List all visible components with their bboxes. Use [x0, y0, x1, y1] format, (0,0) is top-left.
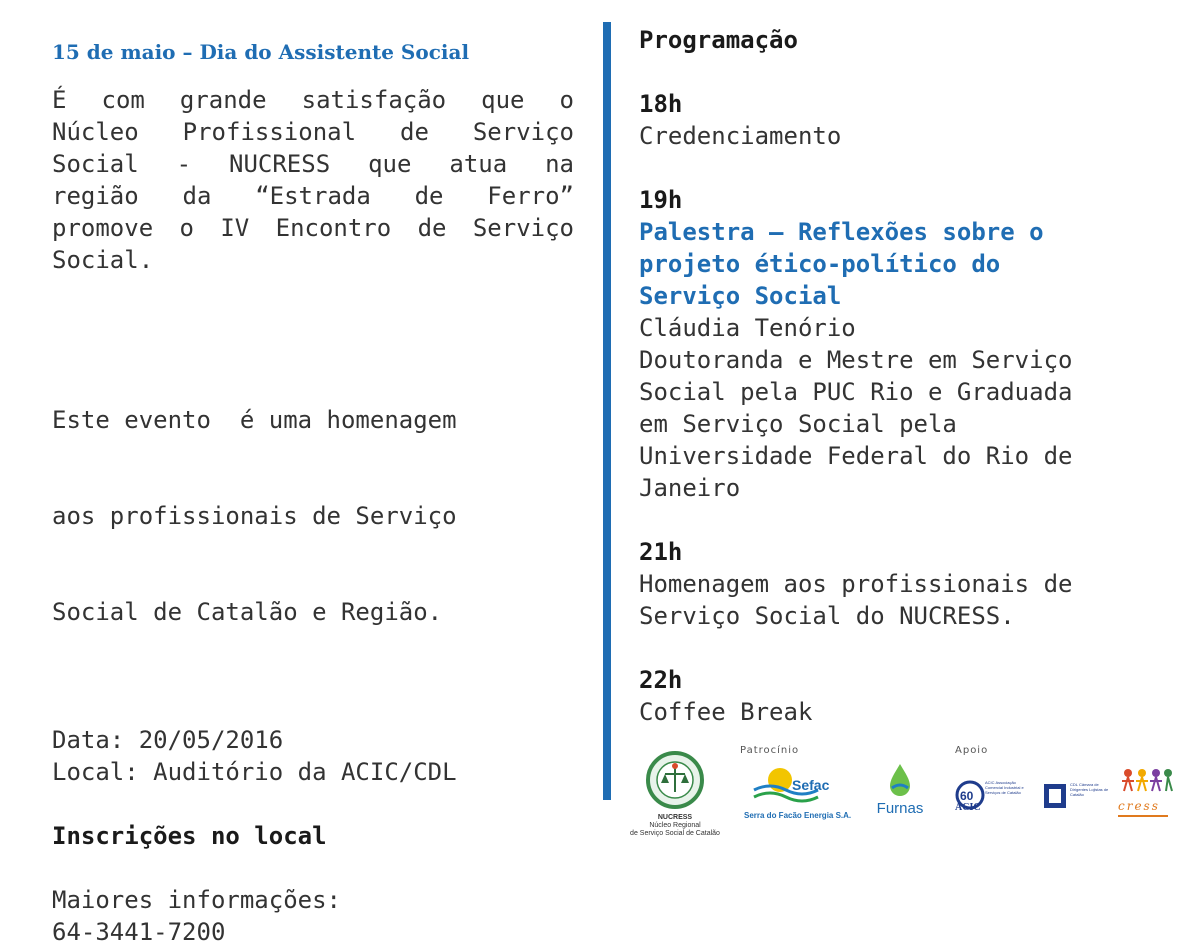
cress-underline — [1118, 815, 1168, 817]
schedule-line: Coffee Break — [639, 698, 813, 726]
cdl-emblem-icon — [1042, 782, 1068, 810]
lecture-title-line: projeto ético-político do — [639, 250, 1001, 278]
vertical-divider — [603, 22, 611, 800]
registration-note: Inscrições no local — [52, 822, 327, 850]
schedule-time: 22h — [639, 666, 683, 694]
nucress-seal-icon — [620, 750, 730, 810]
schedule-line: Homenagem aos profissionais de — [639, 570, 1073, 598]
furnas-drop-icon — [870, 762, 930, 796]
cress-logo — [1118, 765, 1178, 825]
cdl-logo — [1042, 782, 1117, 822]
lecture-title-line: Palestra – Reflexões sobre o — [639, 218, 1044, 246]
nucress-name: NUCRESS — [657, 814, 693, 821]
schedule-line: em Serviço Social pela — [639, 410, 957, 438]
info-phone: 64-3441-7200 — [52, 918, 226, 946]
sefac-name-text: Sefac — [792, 777, 830, 793]
event-details — [52, 724, 574, 788]
svg-text:60: 60 — [960, 789, 974, 803]
event-date: Data: 20/05/2016 — [52, 726, 284, 754]
schedule-line: Social pela PUC Rio e Graduada — [639, 378, 1073, 406]
cress-figures-icon — [1118, 765, 1174, 795]
acic-desc: ACIC Associação Comercial Industrial e Serviços de Catalão — [985, 780, 1024, 795]
sefac-sun-icon — [740, 762, 855, 807]
intro-paragraph — [52, 84, 574, 276]
schedule-line: Janeiro — [639, 474, 741, 502]
sefac-logo — [740, 762, 855, 822]
nucress-logo — [620, 750, 730, 850]
nucress-sub1: Núcleo Regional — [649, 822, 701, 829]
patrocinio-label: Patrocínio — [740, 745, 800, 756]
apoio-label: Apoio — [955, 745, 989, 756]
tribute-line: aos profissionais de Serviço — [52, 502, 457, 530]
schedule-time: 18h — [639, 90, 683, 118]
cdl-desc: CDL Câmara de Dirigentes Lojistas de Catalão — [1070, 782, 1109, 797]
intro-line: promove o IV Encontro de Serviço — [52, 214, 574, 242]
tribute-line: Social de Catalão e Região. — [52, 598, 443, 626]
furnas-logo — [870, 762, 935, 822]
acic-name: ACIC — [955, 802, 981, 813]
date-heading: 15 de maio – Dia do Assistente Social — [52, 40, 470, 64]
intro-line: Núcleo Profissional de Serviço — [52, 118, 574, 146]
left-column — [52, 38, 574, 948]
contact-info — [52, 884, 574, 948]
lecture-title-line: Serviço Social — [639, 282, 842, 310]
schedule-line: Universidade Federal do Rio de — [639, 442, 1073, 470]
schedule-line: Credenciamento — [639, 122, 842, 150]
schedule-time: 19h — [639, 186, 683, 214]
intro-line: É com grande satisfação que o — [52, 86, 574, 114]
right-column — [639, 24, 1179, 728]
schedule-line: Serviço Social do NUCRESS. — [639, 602, 1015, 630]
intro-line: Social - NUCRESS que atua na — [52, 150, 574, 178]
schedule-line: Doutoranda e Mestre em Serviço — [639, 346, 1073, 374]
nucress-sub2: de Serviço Social de Catalão — [630, 830, 720, 837]
program-title: Programação — [639, 26, 798, 54]
info-label: Maiores informações: — [52, 886, 341, 914]
cress-name: cress — [1118, 799, 1160, 813]
sponsor-strip — [620, 740, 1200, 857]
event-place: Local: Auditório da ACIC/CDL — [52, 758, 457, 786]
tribute-line: Este evento é uma homenagem — [52, 406, 457, 434]
furnas-name: Furnas — [876, 800, 924, 817]
schedule-time: 21h — [639, 538, 683, 566]
acic-logo — [955, 780, 1033, 820]
intro-line: Social. — [52, 246, 154, 274]
schedule-line: Cláudia Tenório — [639, 314, 856, 342]
tribute-paragraph — [52, 340, 574, 692]
sefac-sub: Serra do Facão Energia S.A. — [744, 811, 852, 820]
intro-line: região da “Estrada de Ferro” — [52, 182, 574, 210]
